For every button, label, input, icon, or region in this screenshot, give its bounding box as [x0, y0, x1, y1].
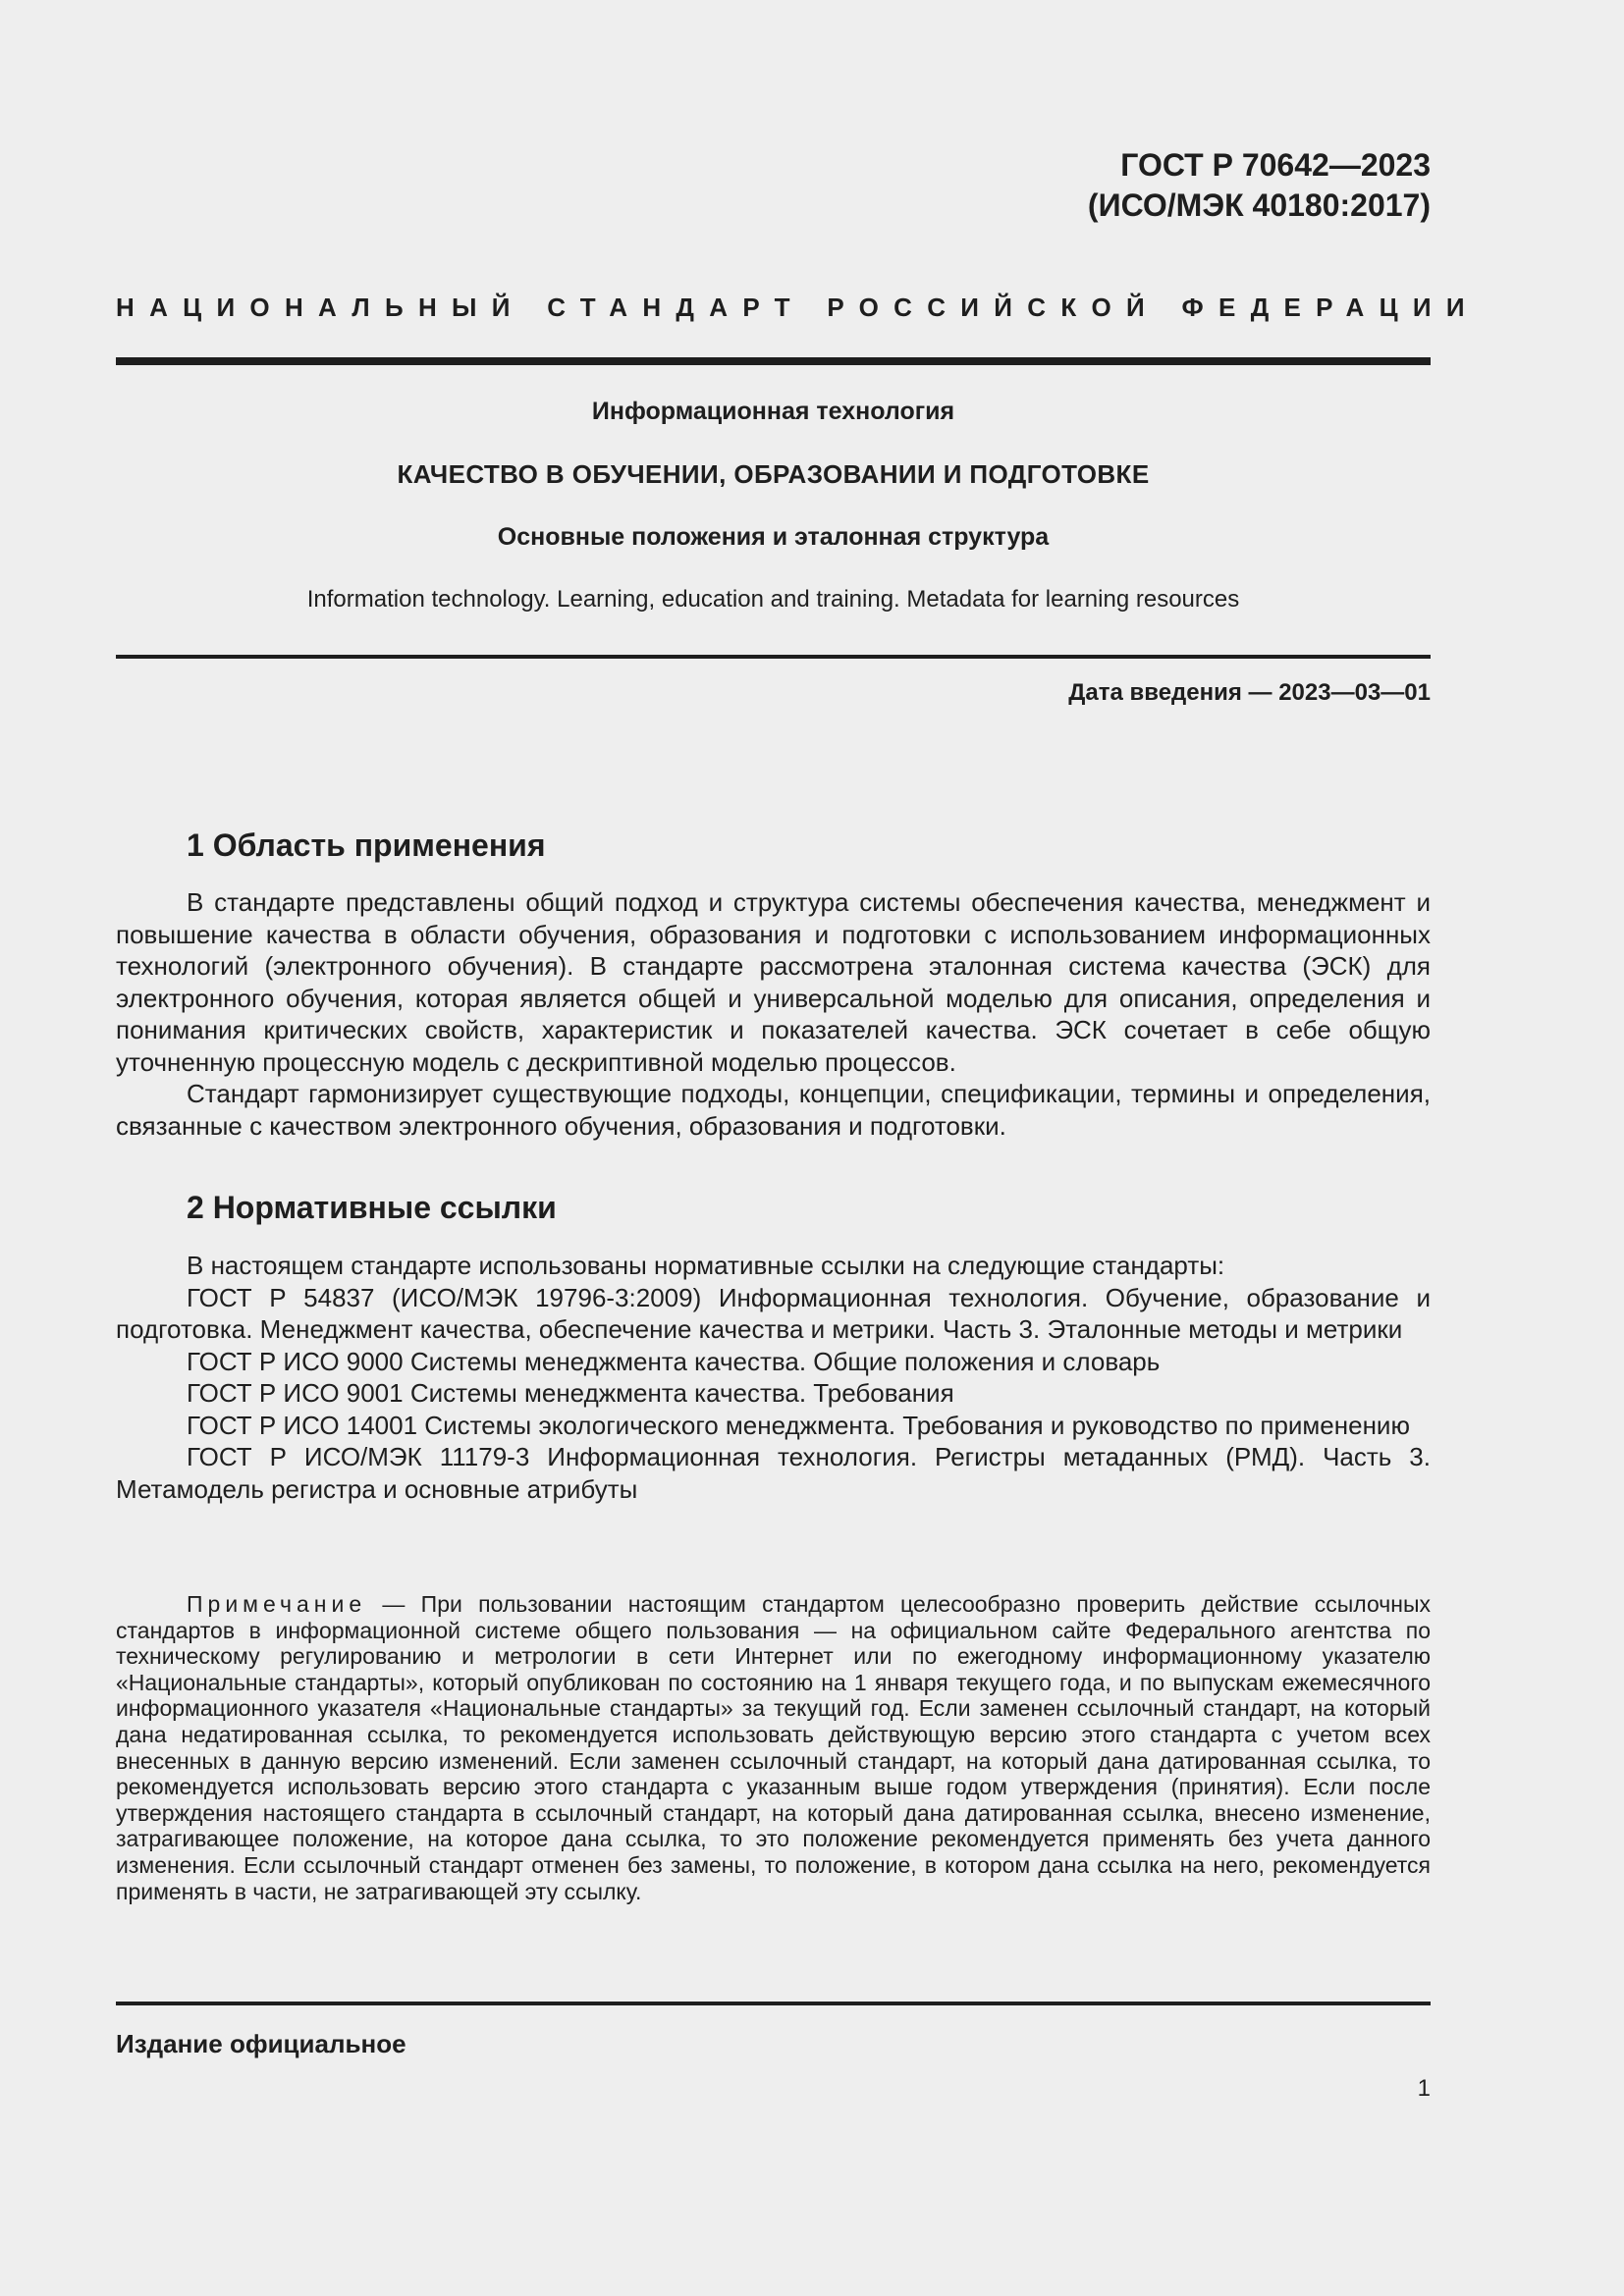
official-edition-label: Издание официальное	[116, 2029, 406, 2058]
reference-item: ГОСТ Р ИСО 14001 Системы экологического менеджмента. Требования и руководство по применению	[187, 1410, 1410, 1440]
section-1-heading: 1 Область применения	[187, 828, 546, 863]
section-1-body	[116, 886, 1431, 1142]
national-standard-banner: НАЦИОНАЛЬНЫЙ СТАНДАРТ РОССИЙСКОЙ ФЕДЕРАЦИИ	[116, 293, 1480, 322]
title-rule	[116, 655, 1431, 659]
reference-note	[116, 1591, 1431, 1904]
reference-item: ГОСТ Р ИСО 9001 Системы менеджмента качества. Требования	[187, 1378, 954, 1408]
reference-item: ГОСТ Р 54837 (ИСО/МЭК 19796-3:2009) Информационная технология. Обучение, образование и подготовка. Менеджмент качества, обеспечение качества и метрики. Часть 3. Эталонные методы и метрики	[116, 1282, 1431, 1344]
section-1-paragraph-2: Стандарт гармонизирует существующие подходы, концепции, спецификации, термины и определения, связанные с качеством электронного обучения, образования и подготовки.	[116, 1079, 1431, 1141]
references-intro: В настоящем стандарте использованы нормативные ссылки на следующие стандарты:	[187, 1251, 1225, 1280]
footer-rule	[116, 2002, 1431, 2005]
title-main: КАЧЕСТВО В ОБУЧЕНИИ, ОБРАЗОВАНИИ И ПОДГОТОВКЕ	[397, 459, 1150, 489]
section-1-paragraph-1: В стандарте представлены общий подход и структура системы обеспечения качества, менеджмент и повышение качества в области обучения, образования и подготовки с использованием информационных технологий (электронного обучения). В стандарте рассмотрена эталонная система качества (ЭСК) для электронного обучения, которая является общей и универсальной моделью для описания, определения и понимания критических свойств, характеристик и показателей качества. ЭСК сочетает в себе общую уточненную процессную модель с дескриптивной моделью процессов.	[116, 887, 1431, 1077]
doc-number: ГОСТ Р 70642—2023	[1120, 147, 1431, 183]
section-2-heading: 2 Нормативные ссылки	[187, 1190, 557, 1225]
reference-item: ГОСТ Р ИСО/МЭК 11179-3 Информационная технология. Регистры метаданных (РМД). Часть 3. Метамодель регистра и основные атрибуты	[116, 1442, 1431, 1504]
document-id	[1088, 145, 1431, 226]
note-label: Примечание	[187, 1591, 367, 1617]
page-number: 1	[1417, 2075, 1431, 2102]
reference-item: ГОСТ Р ИСО 9000 Системы менеджмента качества. Общие положения и словарь	[187, 1346, 1161, 1376]
note-text: — При пользовании настоящим стандартом целесообразно проверить действие ссылочных стандартов в информационной системе общего пользования — на официальном сайте Федерального агентства по техническому регулированию и метрологии в сети Интернет или по ежегодному информационному указателю «Национальные стандарты», который опубликован по состоянию на 1 января текущего года, и по выпускам ежемесячного информационного указателя «Национальные стандарты» за текущий год. Если заменен ссылочный стандарт, на который дана недатированная ссылка, то рекомендуется использовать действующую версию этого стандарта с учетом всех внесенных в данную версию изменений. Если заменен ссылочный стандарт, на который дана датированная ссылка, то рекомендуется использовать версию этого стандарта с указанным выше годом утверждения (принятия). Если после утверждения настоящего стандарта в ссылочный стандарт, на который дана датированная ссылка, внесено изменение, затрагивающее положение, на которое дана ссылка, то это положение рекомендуется применять без учета данного изменения. Если ссылочный стандарт отменен без замены, то положение, в котором дана ссылка на него, рекомендуется применять в части, не затрагивающей эту ссылку.	[116, 1591, 1431, 1904]
title-category: Информационная технология	[591, 398, 955, 425]
section-2-body	[116, 1250, 1431, 1505]
title-english: Information technology. Learning, education and training. Metadata for learning resources	[306, 586, 1240, 613]
iso-number: (ИСО/МЭК 40180:2017)	[1087, 187, 1431, 223]
introduction-date: Дата введения — 2023—03—01	[1068, 679, 1431, 706]
header-rule	[116, 357, 1431, 365]
title-subtitle: Основные положения и эталонная структура	[497, 523, 1050, 551]
